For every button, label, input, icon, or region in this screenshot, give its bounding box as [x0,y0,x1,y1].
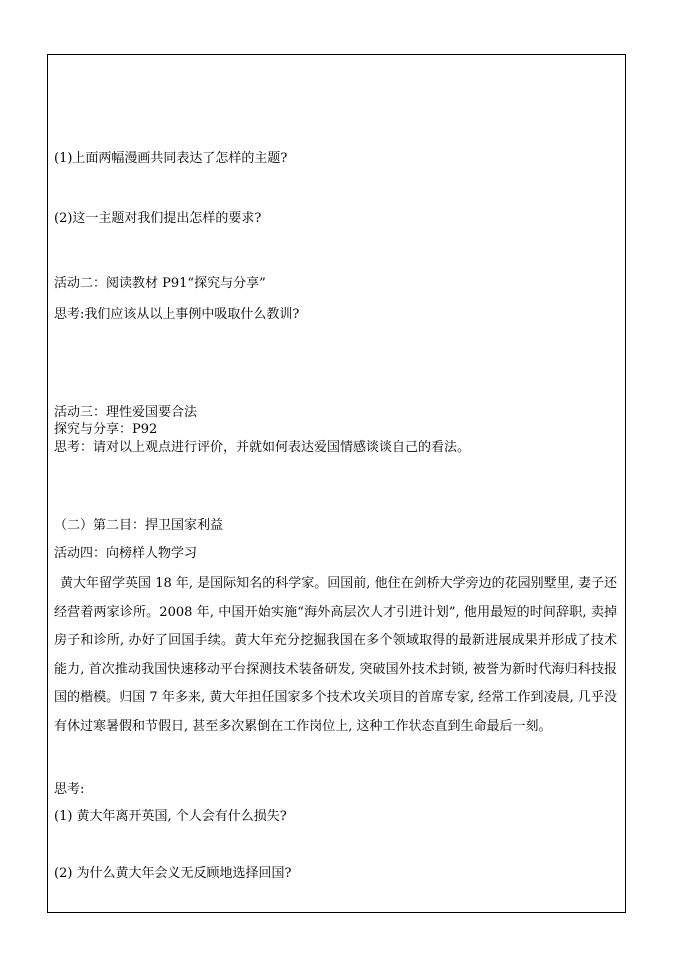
activity3-title: 活动三：理性爱国要合法 [54,405,198,420]
question-1: (1)上面两幅漫画共同表达了怎样的主题? [54,151,288,166]
section2-heading: （二）第二目：捍卫国家利益 [54,518,224,533]
story-question-2: (2) 为什么黄大年会义无反顾地选择回国? [54,866,292,881]
activity3-think: 思考：请对以上观点进行评价，并就如何表达爱国情感谈谈自己的看法。 [54,440,471,455]
activity2-title: 活动二：阅读教材 P91“探究与分享” [54,276,266,291]
document-frame [47,54,626,913]
story-question-1: (1) 黄大年离开英国, 个人会有什么损失? [54,809,287,824]
activity4-title: 活动四：向榜样人物学习 [54,546,198,561]
huang-danian-story: 黄大年留学英国 18 年, 是国际知名的科学家。回国前, 他住在剑桥大学旁边的花园别墅里, 妻子还经营着两家诊所。2008 年, 中国开始实施“海外高层次人才引进计划”, 他用最短的时间辞职, 卖掉房子和诊所, 办好了回国手续。黄大年充分挖掘我国在多个领域取得的最新进展成果并形成了技术能力, 首次推动我国快速移动平台探测技术装备研发, 突破国外技术封锁, 被誉为新时代海归科技报国的楷模。归国 7 年多来, 黄大年担任国家多个技术攻关项目的首席专家, 经常工作到凌晨, 几乎没有休过寒暑假和节假日, 甚至多次累倒在工作岗位上, 这种工作状态直到生命最后一刻。 [54,576,617,734]
question-2: (2)这一主题对我们提出怎样的要求? [54,211,262,226]
activity2-think: 思考:我们应该从以上事例中吸取什么教训? [54,307,300,322]
activity3-explore: 探究与分享：P92 [54,422,158,437]
think-label: 思考: [54,782,85,797]
